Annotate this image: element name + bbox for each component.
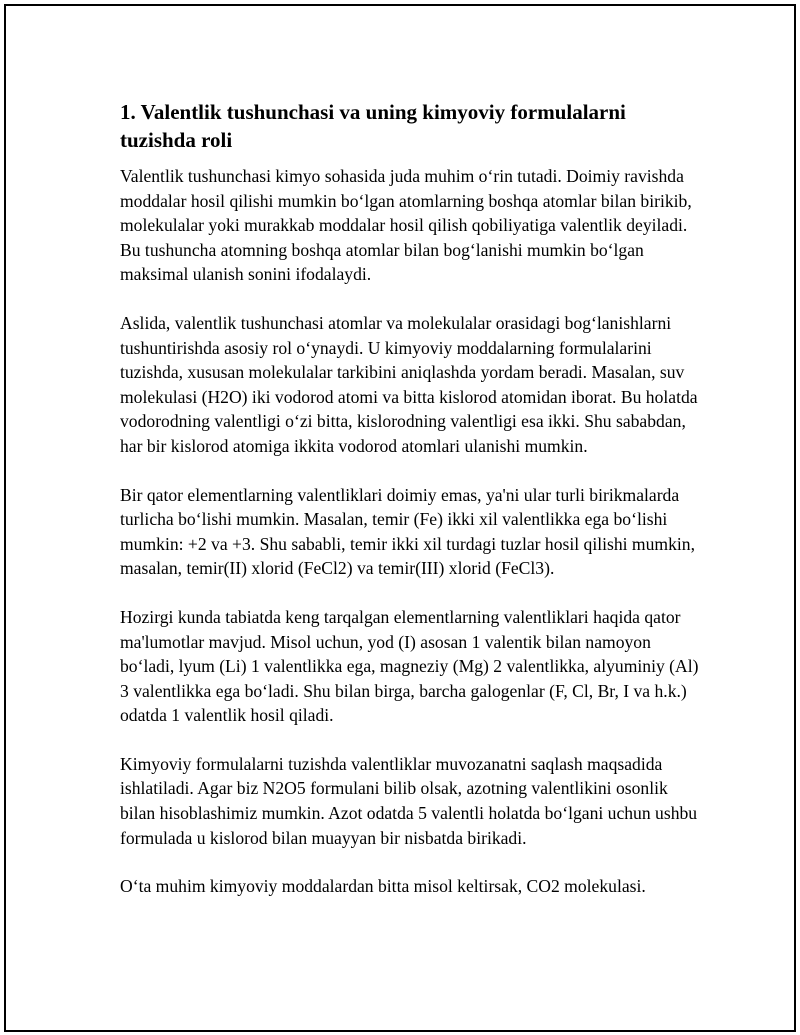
paragraph-2: Aslida, valentlik tushunchasi atomlar va molekulalar orasidagi bog‘lanishlarni tushuntirishda asosiy rol o‘ynaydi. U kimyoviy moddalarning formulalarini tuzishda, xususan molekulalar tarkibini aniqlashda yordam beradi. Masalan, suv molekulasi (H2O) iki vodorod atomi va bitta kislorod atomidan iborat. Bu holatda vodorodning valentligi o‘zi bitta, kislorodning valentligi esa ikki. Shu sababdan, har bir kislorod atomiga ikkita vodorod atomlari ulanishi mumkin. [120, 312, 698, 456]
section-title: 1. Valentlik tushunchasi va uning kimyoviy formulalarni tuzishda roli [120, 100, 626, 152]
document-content [120, 98, 700, 923]
document-page [4, 4, 796, 1032]
paragraph-1: Valentlik tushunchasi kimyo sohasida juda muhim o‘rin tutadi. Doimiy ravishda moddalar hosil qilishi mumkin bo‘lgan atomlarning boshqa atomlar bilan birikib, molekulalar yoki murakkab moddalar hosil qilish qobiliyatiga valentlik deyiladi. Bu tushuncha atomning boshqa atomlar bilan bog‘lanishi mumkin bo‘lgan maksimal ulanish sonini ifodalaydi. [120, 166, 692, 285]
paragraph-4: Hozirgi kunda tabiatda keng tarqalgan elementlarning valentliklari haqida qator ma'lumotlar mavjud. Misol uchun, yod (I) asosan 1 valentik bilan namoyon bo‘ladi, lyum (Li) 1 valentlikka ega, magneziy (Mg) 2 valentlikka, alyuminiy (Al) 3 valentlikka ega bo‘ladi. Shu bilan birga, barcha galogenlar (F, Cl, Br, I va h.k.) odatda 1 valentlik hosil qiladi. [120, 606, 699, 726]
paragraph-6: O‘ta muhim kimyoviy moddalardan bitta misol keltirsak, CO2 molekulasi. [120, 876, 646, 897]
paragraph-3: Bir qator elementlarning valentliklari doimiy emas, ya'ni ular turli birikmalarda turlicha bo‘lishi mumkin. Masalan, temir (Fe) ikki xil valentlikka ega bo‘lishi mumkin: +2 va +3. Shu sababli, temir ikki xil turdagi tuzlar hosil qilishi mumkin, masalan, temir(II) xlorid (FeCl2) va temir(III) xlorid (FeCl3). [120, 484, 695, 579]
paragraph-5: Kimyoviy formulalarni tuzishda valentliklar muvozanatni saqlash maqsadida ishlatiladi. Agar biz N2O5 formulani bilib olsak, azotning valentlikini osonlik bilan hisoblashimiz mumkin. Azot odatda 5 valentli holatda bo‘lgani uchun ushbu formulada u kislorod bilan muayyan bir nisbatda birikadi. [120, 753, 698, 848]
